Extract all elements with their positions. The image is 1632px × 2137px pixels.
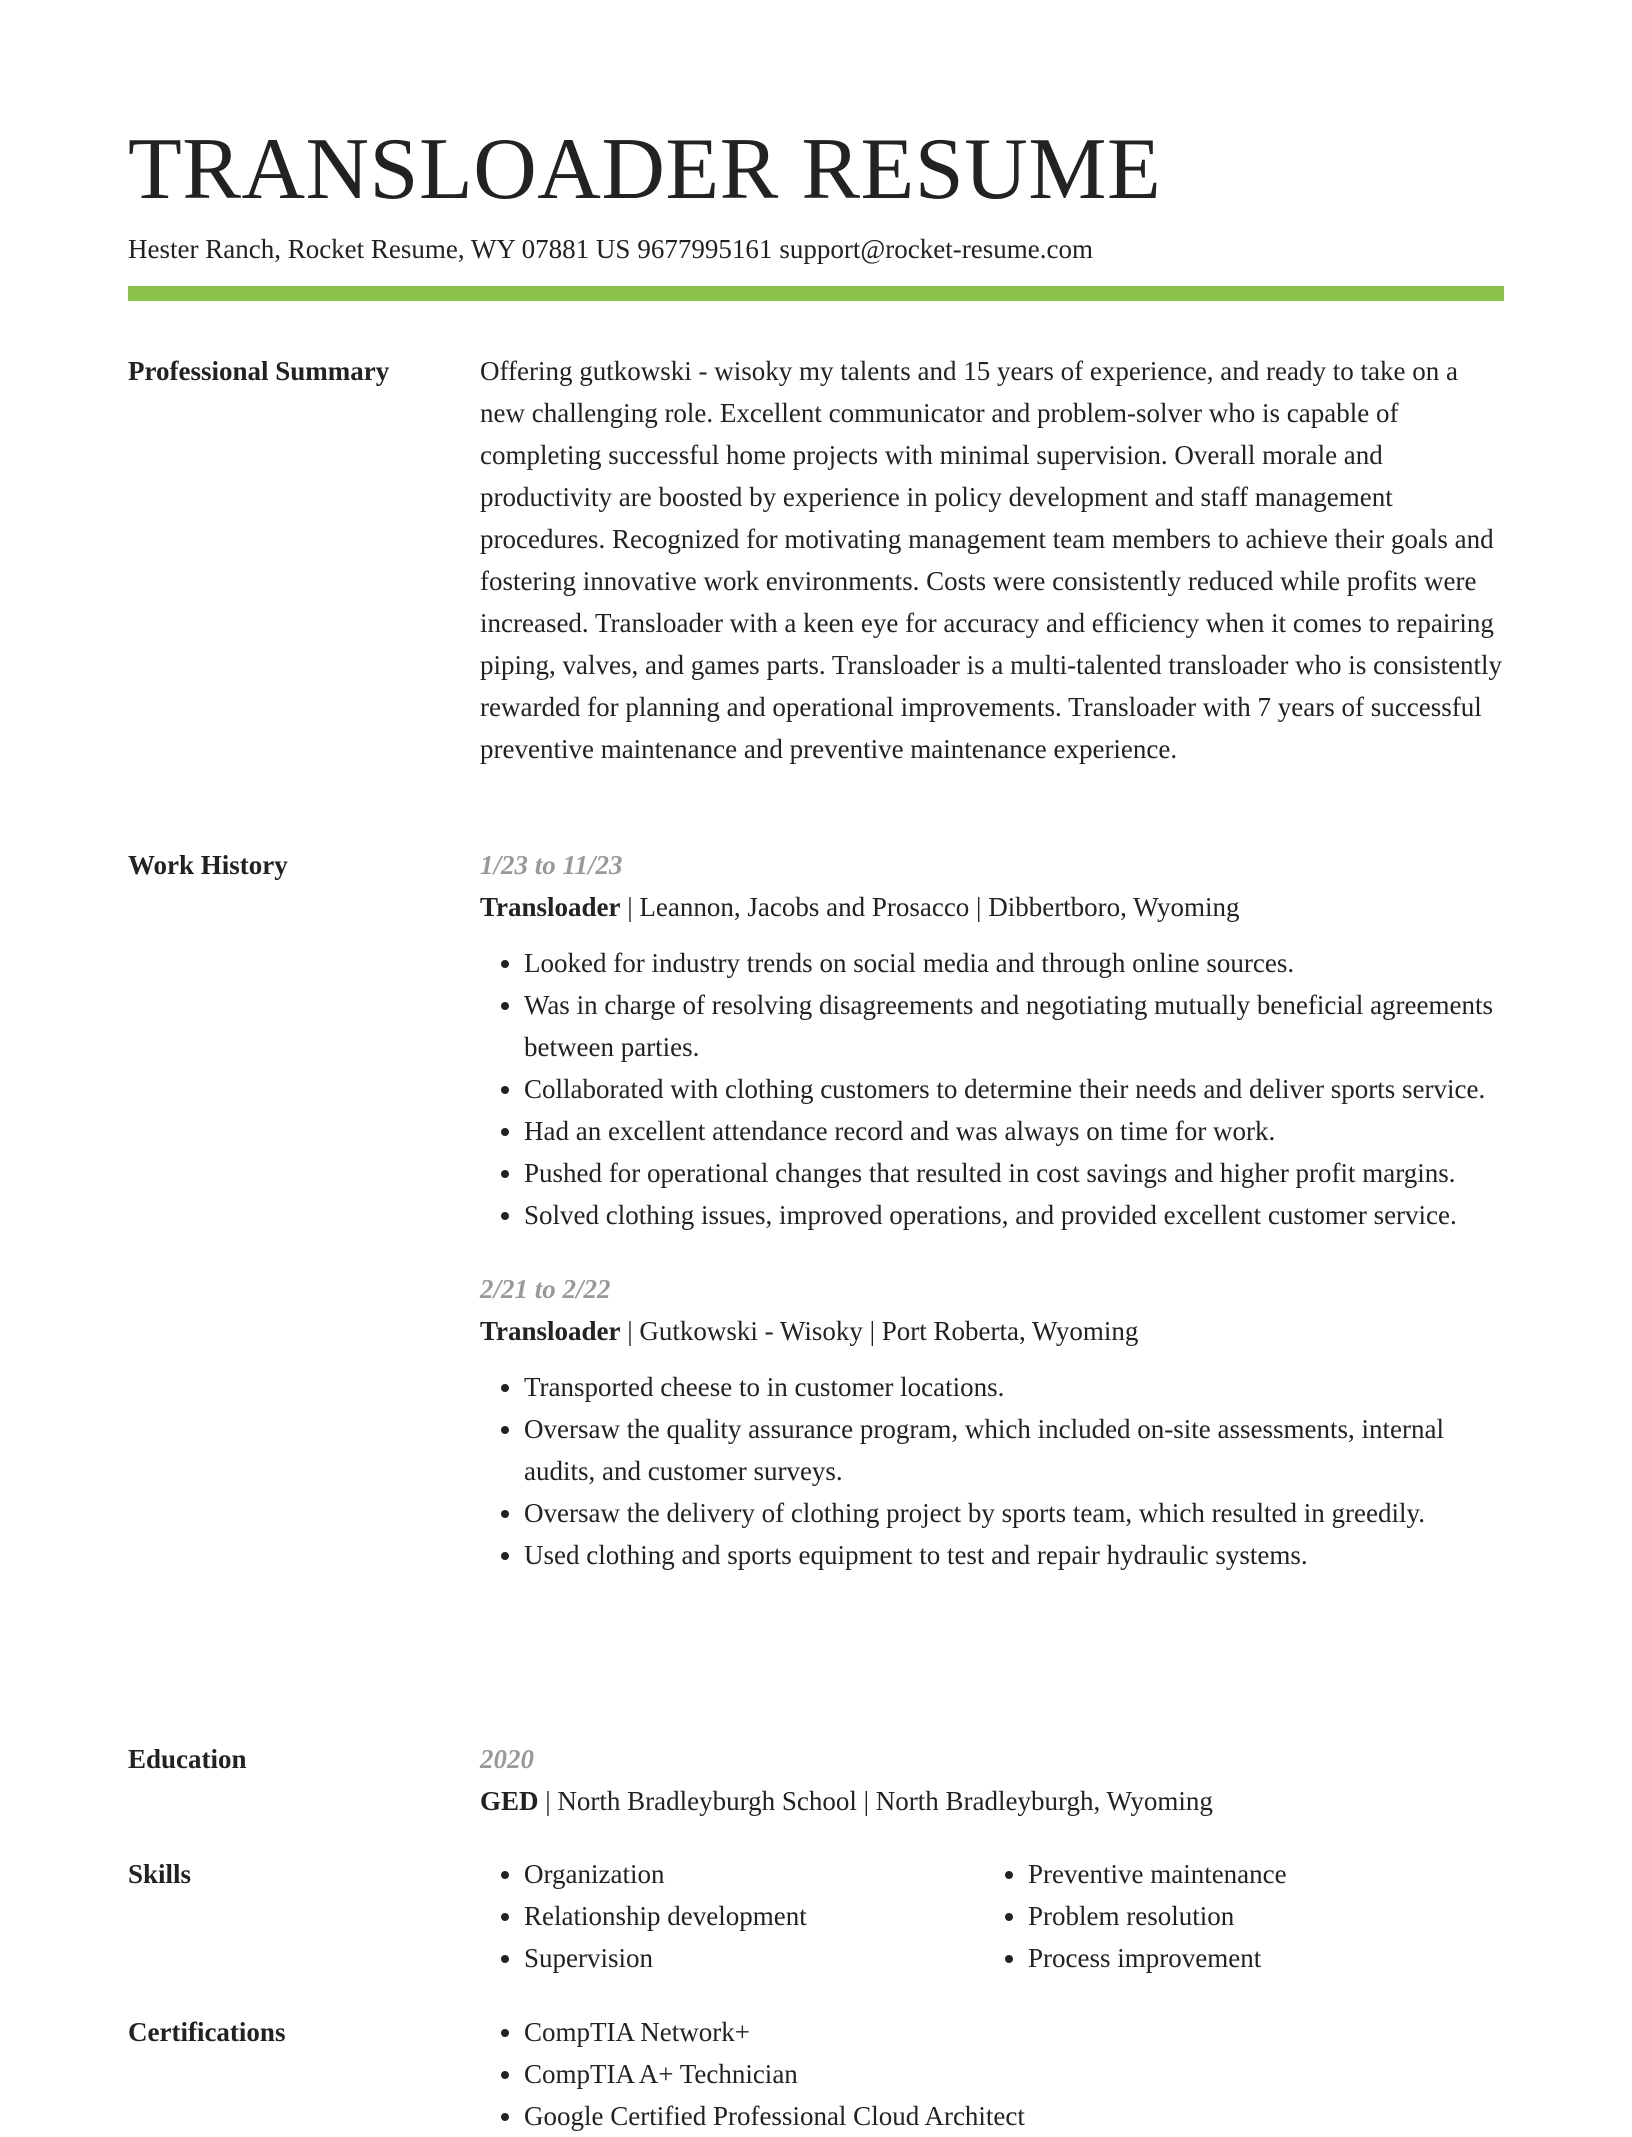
job-dates: 2/21 to 2/22: [480, 1274, 611, 1304]
skills-heading: Skills: [128, 1859, 192, 1889]
job-title: Transloader: [480, 1316, 621, 1346]
education-details: | North Bradleyburgh School | North Bradleyburgh, Wyoming: [538, 1786, 1213, 1816]
summary-body: [480, 350, 1504, 770]
list-item: • Collaborated with clothing customers to determine their needs and deliver sports service.: [524, 1068, 1504, 1110]
list-item: • CompTIA Network+: [524, 2011, 1504, 2053]
list-item: • Had an excellent attendance record and was always on time for work.: [524, 1110, 1504, 1152]
job-title: Transloader: [480, 892, 621, 922]
skills-list: [480, 1853, 984, 1979]
skills-body: [480, 1853, 1504, 1979]
job-details: | Leannon, Jacobs and Prosacco | Dibbertboro, Wyoming: [620, 892, 1240, 922]
list-item: • Process improvement: [1028, 1937, 1488, 1979]
summary-heading: Professional Summary: [128, 356, 390, 386]
contact-email: support@rocket-resume.com: [779, 234, 1093, 264]
list-item: • Pushed for operational changes that resulted in cost savings and higher profit margins.: [524, 1152, 1504, 1194]
certifications-heading: Certifications: [128, 2017, 286, 2047]
skills-column-left: [480, 1853, 984, 1979]
education-degree: GED: [480, 1786, 539, 1816]
certifications-body: [480, 2011, 1504, 2137]
contact-address: Hester Ranch, Rocket Resume, WY 07881 US: [128, 234, 631, 264]
list-item: • Preventive maintenance: [1028, 1853, 1488, 1895]
list-item: • Relationship development: [524, 1895, 984, 1937]
list-item: • Was in charge of resolving disagreements and negotiating mutually beneficial agreements between parties.: [524, 984, 1504, 1068]
resume-title: TRANSLOADER RESUME: [128, 121, 1162, 218]
list-item: • Google Certified Professional Cloud Architect: [524, 2095, 1504, 2137]
work-history-body: [480, 844, 1504, 1576]
certifications-list: [480, 2011, 1504, 2137]
list-item: • Supervision: [524, 1937, 984, 1979]
job-entry: [480, 844, 1504, 1236]
skills-columns: [480, 1853, 1504, 1979]
job-duties-list: [480, 1366, 1504, 1576]
contact-line: [128, 232, 1093, 266]
skills-list: [984, 1853, 1488, 1979]
list-item: • Solved clothing issues, improved operations, and provided excellent customer service.: [524, 1194, 1504, 1236]
work-history-heading: Work History: [128, 850, 288, 880]
job-duties-list: [480, 942, 1504, 1236]
education-heading-line: [480, 1780, 1504, 1822]
job-heading: [480, 886, 1504, 928]
job-entry: [480, 1268, 1504, 1576]
list-item: • Transported cheese to in customer locations.: [524, 1366, 1504, 1408]
list-item: • Organization: [524, 1853, 984, 1895]
list-item: • Looked for industry trends on social media and through online sources.: [524, 942, 1504, 984]
job-dates: 1/23 to 11/23: [480, 850, 623, 880]
education-year: 2020: [480, 1744, 534, 1774]
list-item: • Oversaw the quality assurance program, which included on-site assessments, internal audits, and customer surveys.: [524, 1408, 1504, 1492]
list-item: • CompTIA A+ Technician: [524, 2053, 1504, 2095]
header-divider: [128, 286, 1504, 301]
contact-phone: 9677995161: [637, 234, 773, 264]
job-heading: [480, 1310, 1504, 1352]
list-item: • Oversaw the delivery of clothing project by sports team, which resulted in greedily.: [524, 1492, 1504, 1534]
list-item: • Problem resolution: [1028, 1895, 1488, 1937]
summary-text: Offering gutkowski - wisoky my talents and 15 years of experience, and ready to take on a new challenging role. Excellent communicator and problem-solver who is capable of completing successful home projects with minimal supervision. Overall morale and productivity are boosted by experience in policy development and staff management procedures. Recognized for motivating management team members to achieve their goals and fostering innovative work environments. Costs were consistently reduced while profits were increased. Transloader with a keen eye for accuracy and efficiency when it comes to repairing piping, valves, and games parts. Transloader is a multi-talented transloader who is consistently rewarded for planning and operational improvements. Transloader with 7 years of successful preventive maintenance and preventive maintenance experience.: [480, 356, 1503, 764]
education-heading: Education: [128, 1744, 247, 1774]
skills-column-right: [984, 1853, 1488, 1979]
job-details: | Gutkowski - Wisoky | Port Roberta, Wyoming: [620, 1316, 1139, 1346]
list-item: • Used clothing and sports equipment to test and repair hydraulic systems.: [524, 1534, 1504, 1576]
education-body: [480, 1738, 1504, 1822]
